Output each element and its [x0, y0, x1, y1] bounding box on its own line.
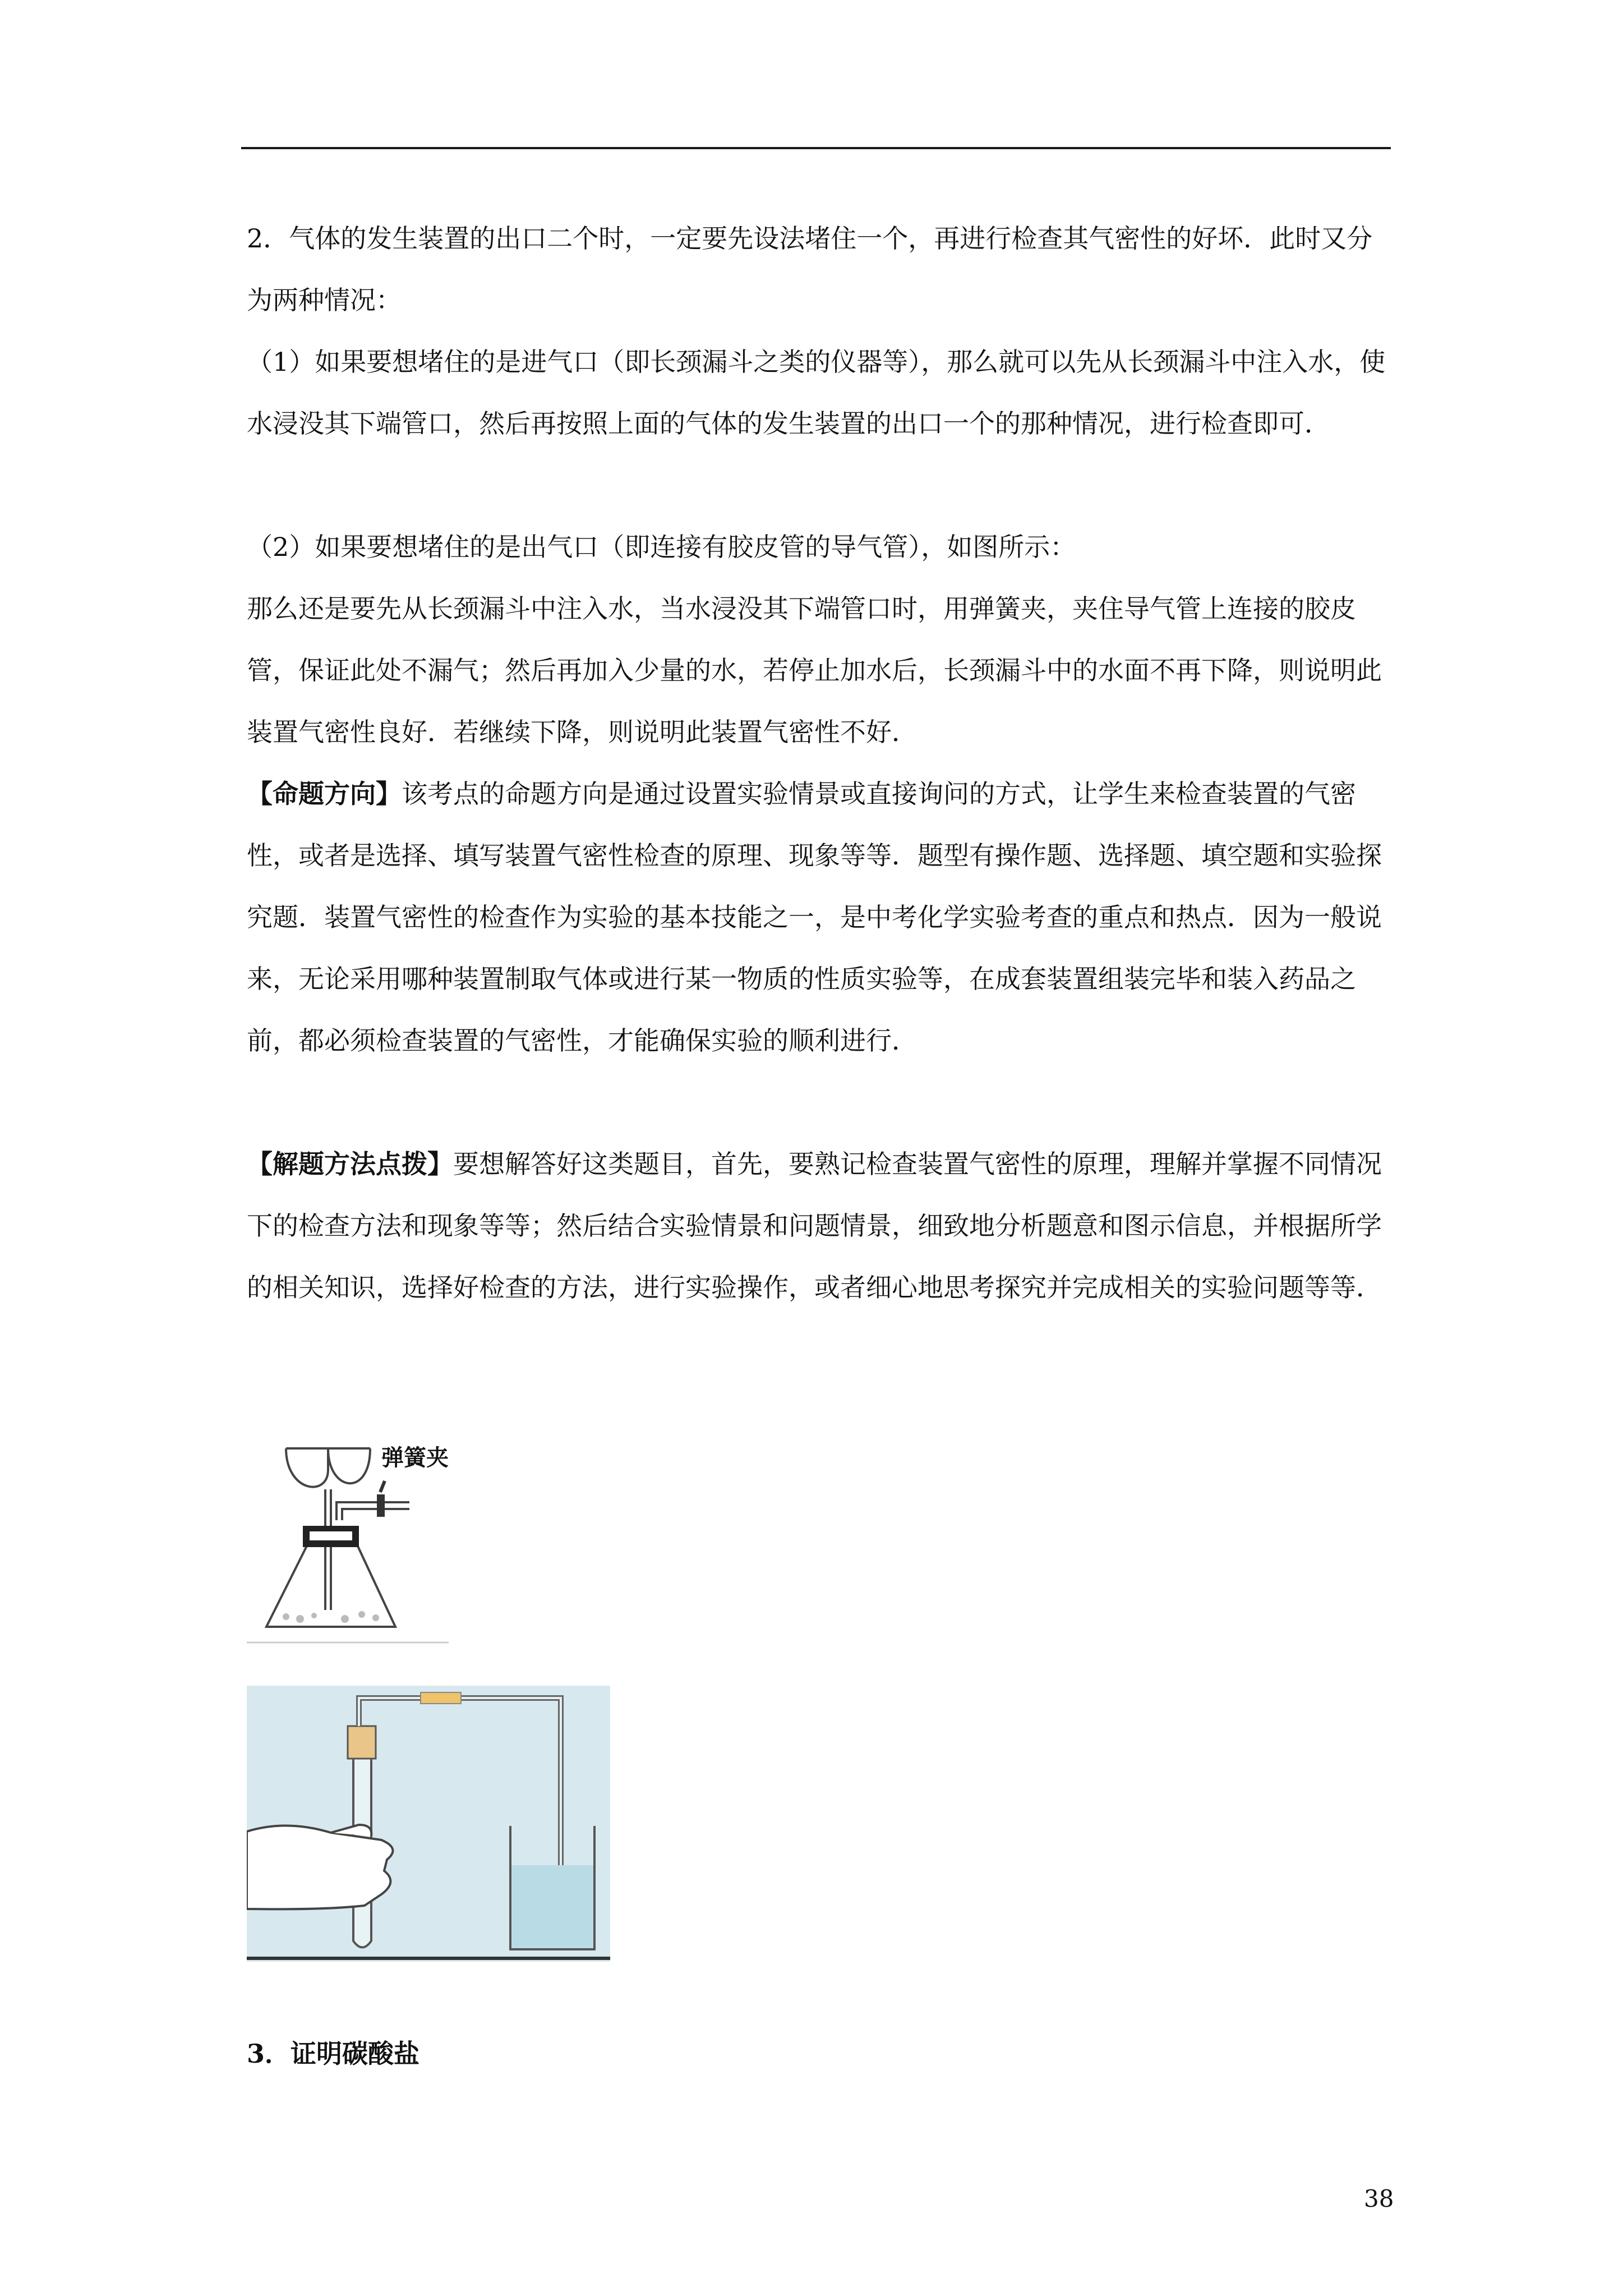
section-method-label: 【解题方法点拨】	[247, 1149, 453, 1179]
paragraph-case-2-detail: 那么还是要先从长颈漏斗中注入水，当水浸没其下端管口时，用弹簧夹，夹住导气管上连接的胶皮管，保证此处不漏气；然后再加入少量的水，若停止加水后，长颈漏斗中的水面不再下降，则说明此装置气密性良好．若继续下降，则说明此装置气密性不好．	[247, 593, 1382, 747]
section-method	[247, 1133, 1391, 1318]
section-3-heading: 3．证明碳酸盐	[247, 2039, 420, 2069]
section-direction	[247, 763, 1391, 1071]
paragraph-case-2: （2）如果要想堵住的是出气口（即连接有胶皮管的导气管），如图所示：	[247, 532, 1076, 562]
test-tube-beaker-figure	[247, 1686, 610, 1962]
section-direction-label: 【命题方向】	[247, 779, 402, 809]
header-rule	[241, 147, 1391, 149]
paragraph-case-1: （1）如果要想堵住的是进气口（即长颈漏斗之类的仪器等），那么就可以先从长颈漏斗中注入水，使水浸没其下端管口，然后再按照上面的气体的发生装置的出口一个的那种情况，进行检查即可．	[247, 347, 1386, 439]
paragraph-2-intro: 2．气体的发生装置的出口二个时，一定要先设法堵住一个，再进行检查其气密性的好坏．此时又分为两种情况：	[247, 223, 1373, 315]
spring-clamp-label: 弹簧夹	[381, 1446, 449, 1470]
page-number: 38	[1364, 2185, 1394, 2212]
section-direction-text: 该考点的命题方向是通过设置实验情景或直接询问的方式，让学生来检查装置的气密性，或者是选择、填写装置气密性检查的原理、现象等等．题型有操作题、选择题、填空题和实验探究题．装置气密性的检查作为实验的基本技能之一，是中考化学实验考查的重点和热点．因为一般说来，无论采用哪种装置制取气体或进行某一物质的性质实验等，在成套装置组装完毕和装入药品之前，都必须检查装置的气密性，才能确保实验的顺利进行．	[247, 779, 1382, 1056]
flask-clamp-figure	[247, 1436, 449, 1649]
section-method-text: 要想解答好这类题目，首先，要熟记检查装置气密性的原理，理解并掌握不同情况下的检查方法和现象等等；然后结合实验情景和问题情景，细致地分析题意和图示信息，并根据所学的相关知识，选择好检查的方法，进行实验操作，或者细心地思考探究并完成相关的实验问题等等．	[247, 1149, 1382, 1303]
